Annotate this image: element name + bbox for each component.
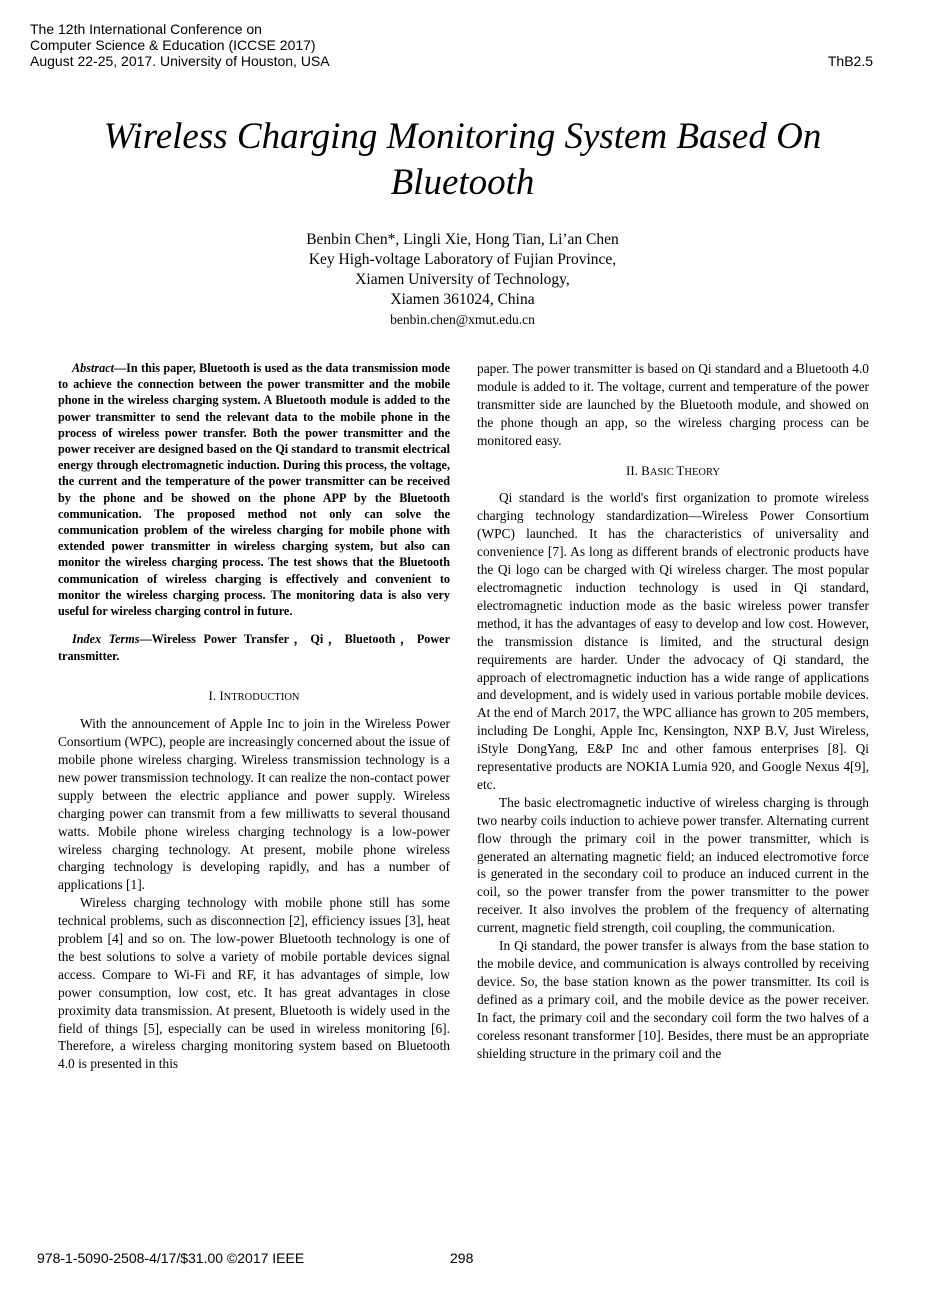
abstract-text: —In this paper, Bluetooth is used as the data transmission mode to achieve the connection between the power transmitter and the mobile phone in the wireless charging system. A Bluetooth module is added to the power transmitter to send the relevant data to the mobile phone in the process of wireless power transfer. Both the power transmitter and the power receiver are designed based on the Qi standard to transmit electrical energy through electromagnetic induction. During this process, the voltage, the current and the temperature of the power transmitter can be received by the phone and be showed on the phone APP by the Bluetooth communication. The proposed method not only can solve the communication problem of the wireless charging for mobile phone with extended power transmitter in wireless charging system, but also can monitor the wireless charging process. The test shows that the Bluetooth communication of wireless charging is effectively and convenient to monitor the wireless charging process. The monitoring data is also very useful for wireless charging control in future. bbox=[58, 361, 450, 619]
conference-line: The 12th International Conference on bbox=[30, 21, 262, 37]
section-heading-introduction: I. INTRODUCTION bbox=[208, 688, 300, 704]
left-column bbox=[58, 360, 450, 1073]
index-terms-label: Index Terms bbox=[72, 632, 140, 647]
paragraph: In Qi standard, the power transfer is always from the base station to the mobile device, and communication is always controlled by receiving device. So, the base station known as the power transmitter. Its coil is defined as a primary coil, and the mobile device as the power receiver. In fact, the primary coil and the secondary coil form the two halves of a coreless resonant transformer [10]. Besides, there must be an appropriate shielding structure in the primary coil and the bbox=[477, 938, 869, 1061]
paper-title bbox=[0, 114, 925, 206]
author-block bbox=[0, 230, 925, 330]
affiliation-line: Xiamen University of Technology, bbox=[355, 271, 570, 288]
page-number: 298 bbox=[450, 1250, 474, 1266]
conference-line: August 22-25, 2017. University of Houston, USA bbox=[30, 53, 330, 69]
conference-header bbox=[30, 21, 450, 69]
paragraph: Wireless charging technology with mobile phone still has some technical problems, such as disconnection [2], efficiency issues [3], heat problem [4] and so on. The low-power Bluetooth technology is one of the best solutions to solve a variety of mobile portable devices signal access. Compare to Wi-Fi and RF, it has advantages of simple, low power consumption, low cost, etc. It has great advantages in close proximity data transmission. At present, Bluetooth is widely used in the field of things [5], especially can be used in wireless monitoring [6]. Therefore, a wireless charging monitoring system based on Bluetooth 4.0 is presented in this bbox=[58, 895, 450, 1072]
affiliation-line: Xiamen 361024, China bbox=[390, 291, 535, 308]
paragraph: With the announcement of Apple Inc to join in the Wireless Power Consortium (WPC), people are increasingly concerned about the issue of mobile phone wireless charging. Wireless transmission technology is a new power transmission technology. It can realize the non-contact power supply between the electric appliance and power supply. Wireless charging power can transmit from a few milliwatts to several thousand watts. Mobile phone wireless charging technology is a low-power wireless charging technology. At present, mobile phone wireless charging technology is developing rapidly, and has a number of applications [1]. bbox=[58, 716, 450, 893]
right-column bbox=[477, 360, 869, 1062]
session-code: ThB2.5 bbox=[827, 53, 873, 69]
abstract-label: Abstract bbox=[72, 361, 114, 375]
conference-line: Computer Science & Education (ICCSE 2017) bbox=[30, 37, 316, 53]
title-line: Bluetooth bbox=[390, 162, 535, 203]
section-heading-basic-theory: II. BASIC THEORY bbox=[626, 462, 720, 478]
paragraph-continuation: paper. The power transmitter is based on Qi standard and a Bluetooth 4.0 module is added to it. The voltage, current and temperature of the power transmitter side are launched by the Bluetooth module, and showed on the phone though an app, so the wireless charging process can be monitored easy. bbox=[477, 361, 869, 448]
index-terms bbox=[58, 631, 450, 665]
affiliation-line: Key High-voltage Laboratory of Fujian Province, bbox=[308, 251, 617, 268]
paragraph: The basic electromagnetic inductive of wireless charging is through two nearby coils induction to achieve power transfer. Alternating current flow through the primary coil in the power transmitter, which is generated an alternating magnetic field; an induced electromotive force is generated in the secondary coil to produce an induced current in the coil, so the power transfer from the power transmitter to the power receiver. It also involves the problem of the frequency of alternating current, magnetic field strength, coil coupling, the communication. bbox=[477, 794, 869, 936]
footer-isbn: 978-1-5090-2508-4/17/$31.00 ©2017 IEEE bbox=[37, 1250, 305, 1266]
index-terms-text: —Wireless Power Transfer，Qi，Bluetooth，Power transmitter. bbox=[58, 632, 450, 664]
paragraph: Qi standard is the world's first organization to promote wireless charging technology standardization—Wireless Power Consortium (WPC) launched. It has the characteristics of universality and convenience [7]. As long as different brands of electronic products have the Qi logo can be charged with Qi wireless charger. The most popular electromagnetic induction technology is used in Qi standard, electromagnetic induction mode as the basic wireless power transfer method, it has the advantages of easy to develop and low cost. However, the transmission distance is limited, and the structural design requirements are harder. Under the advocacy of Qi standard, the approach of electromagnetic induction has a wide range of applications and development, and is widely used in various portable mobile devices. At the end of March 2017, the WPC alliance has grown to 205 members, including De Longhi, Apple Inc, Kensington, NXP B.V, Just Wireless, iStyle DongYang, E&P Inc and other famous enterprises [8]. Qi representative products are NOKIA Lumia 920, and Google Nexus 4[9], etc. bbox=[477, 490, 869, 792]
abstract bbox=[58, 360, 450, 619]
author-email: benbin.chen@xmut.edu.cn bbox=[390, 312, 535, 327]
title-line: Wireless Charging Monitoring System Based On bbox=[103, 116, 822, 157]
author-names: Benbin Chen*, Lingli Xie, Hong Tian, Li’an Chen bbox=[306, 231, 619, 248]
